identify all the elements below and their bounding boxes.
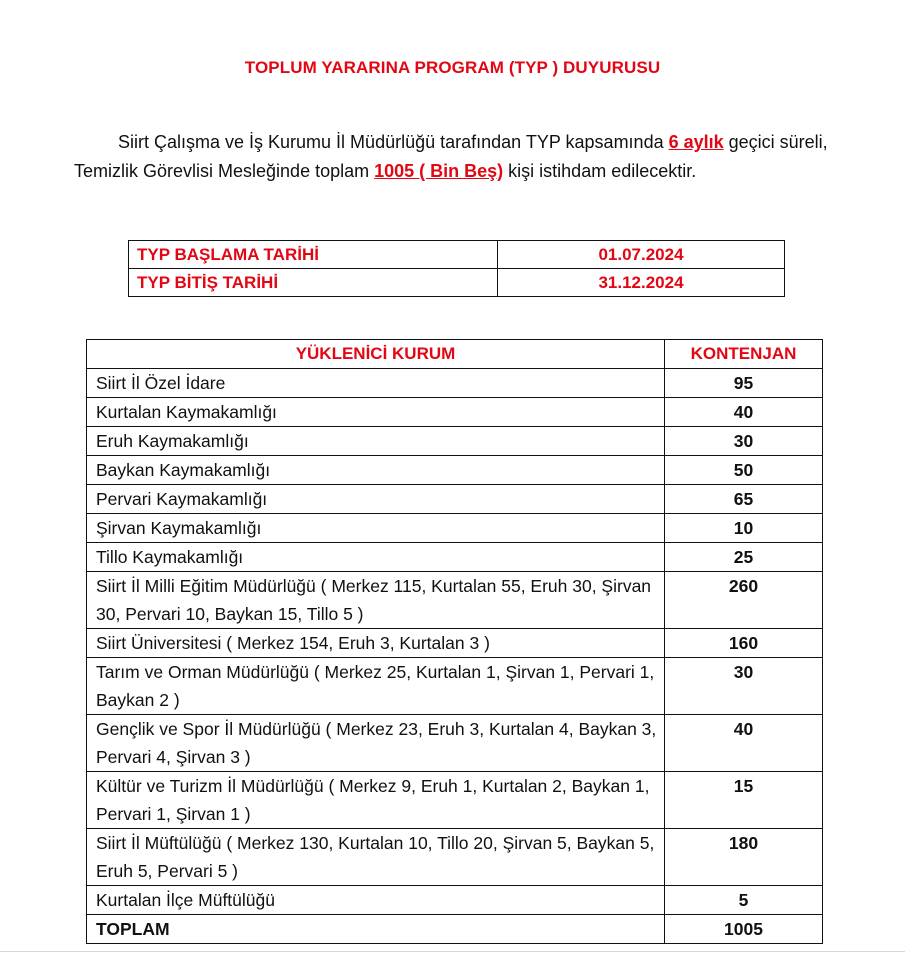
total-value: 1005	[665, 915, 823, 944]
institution-cell: Siirt İl Müftülüğü ( Merkez 130, Kurtalan 10, Tillo 20, Şirvan 5, Baykan 5, Eruh 5, Pervari 5 )	[87, 829, 665, 886]
table-row	[87, 829, 823, 886]
institution-cell: Gençlik ve Spor İl Müdürlüğü ( Merkez 23, Eruh 3, Kurtalan 4, Baykan 3, Pervari 4, Şirvan 3 )	[87, 715, 665, 772]
institution-cell: Siirt İl Milli Eğitim Müdürlüğü ( Merkez 115, Kurtalan 55, Eruh 30, Şirvan 30, Pervari 10, Baykan 15, Tillo 5 )	[87, 572, 665, 629]
table-row	[87, 629, 823, 658]
quota-cell: 50	[665, 456, 823, 485]
table-row	[87, 485, 823, 514]
table-row	[87, 456, 823, 485]
table-row	[87, 398, 823, 427]
quota-cell: 65	[665, 485, 823, 514]
table-row	[87, 572, 823, 629]
quota-cell: 40	[665, 715, 823, 772]
quota-cell: 30	[665, 658, 823, 715]
quota-cell: 30	[665, 427, 823, 456]
quota-cell: 5	[665, 886, 823, 915]
header-quota: KONTENJAN	[665, 340, 823, 369]
header-institution: YÜKLENİCİ KURUM	[87, 340, 665, 369]
start-date-label: TYP BAŞLAMA TARİHİ	[129, 241, 498, 269]
quota-cell: 15	[665, 772, 823, 829]
intro-count: 1005 ( Bin Beş)	[374, 161, 504, 181]
institution-cell: Siirt İl Özel İdare	[87, 369, 665, 398]
end-date-row	[129, 269, 785, 297]
quota-cell: 160	[665, 629, 823, 658]
table-row	[87, 543, 823, 572]
dates-table	[128, 240, 785, 297]
institution-cell: Tarım ve Orman Müdürlüğü ( Merkez 25, Kurtalan 1, Şirvan 1, Pervari 1, Baykan 2 )	[87, 658, 665, 715]
end-date-label: TYP BİTİŞ TARİHİ	[129, 269, 498, 297]
intro-text-3: kişi istihdam edilecektir.	[503, 161, 697, 181]
quota-cell: 25	[665, 543, 823, 572]
table-row	[87, 658, 823, 715]
quota-cell: 180	[665, 829, 823, 886]
quota-cell: 260	[665, 572, 823, 629]
intro-text-2: geçici süreli, Temizlik Görevlisi Mesleğinde toplam	[74, 132, 828, 181]
start-date-value: 01.07.2024	[498, 241, 785, 269]
institution-cell: Siirt Üniversitesi ( Merkez 154, Eruh 3, Kurtalan 3 )	[87, 629, 665, 658]
table-header-row	[87, 340, 823, 369]
institution-cell: Baykan Kaymakamlığı	[87, 456, 665, 485]
table-row	[87, 715, 823, 772]
intro-paragraph	[74, 128, 864, 186]
quota-cell: 95	[665, 369, 823, 398]
page-title: TOPLUM YARARINA PROGRAM (TYP ) DUYURUSU	[244, 58, 661, 77]
quota-cell: 10	[665, 514, 823, 543]
institution-cell: Kurtalan Kaymakamlığı	[87, 398, 665, 427]
institution-cell: Tillo Kaymakamlığı	[87, 543, 665, 572]
total-label: TOPLAM	[87, 915, 665, 944]
quota-table	[86, 339, 823, 944]
intro-text-1: Siirt Çalışma ve İş Kurumu İl Müdürlüğü tarafından TYP kapsamında	[118, 132, 669, 152]
table-row	[87, 427, 823, 456]
institution-cell: Pervari Kaymakamlığı	[87, 485, 665, 514]
institution-cell: Kültür ve Turizm İl Müdürlüğü ( Merkez 9, Eruh 1, Kurtalan 2, Baykan 1, Pervari 1, Şirvan 1 )	[87, 772, 665, 829]
page-bottom-divider	[0, 951, 905, 952]
institution-cell: Eruh Kaymakamlığı	[87, 427, 665, 456]
table-row	[87, 772, 823, 829]
end-date-value: 31.12.2024	[498, 269, 785, 297]
institution-cell: Şirvan Kaymakamlığı	[87, 514, 665, 543]
quota-cell: 40	[665, 398, 823, 427]
table-row	[87, 369, 823, 398]
total-row	[87, 915, 823, 944]
intro-duration: 6 aylık	[668, 132, 724, 152]
institution-cell: Kurtalan İlçe Müftülüğü	[87, 886, 665, 915]
start-date-row	[129, 241, 785, 269]
table-row	[87, 514, 823, 543]
table-row	[87, 886, 823, 915]
